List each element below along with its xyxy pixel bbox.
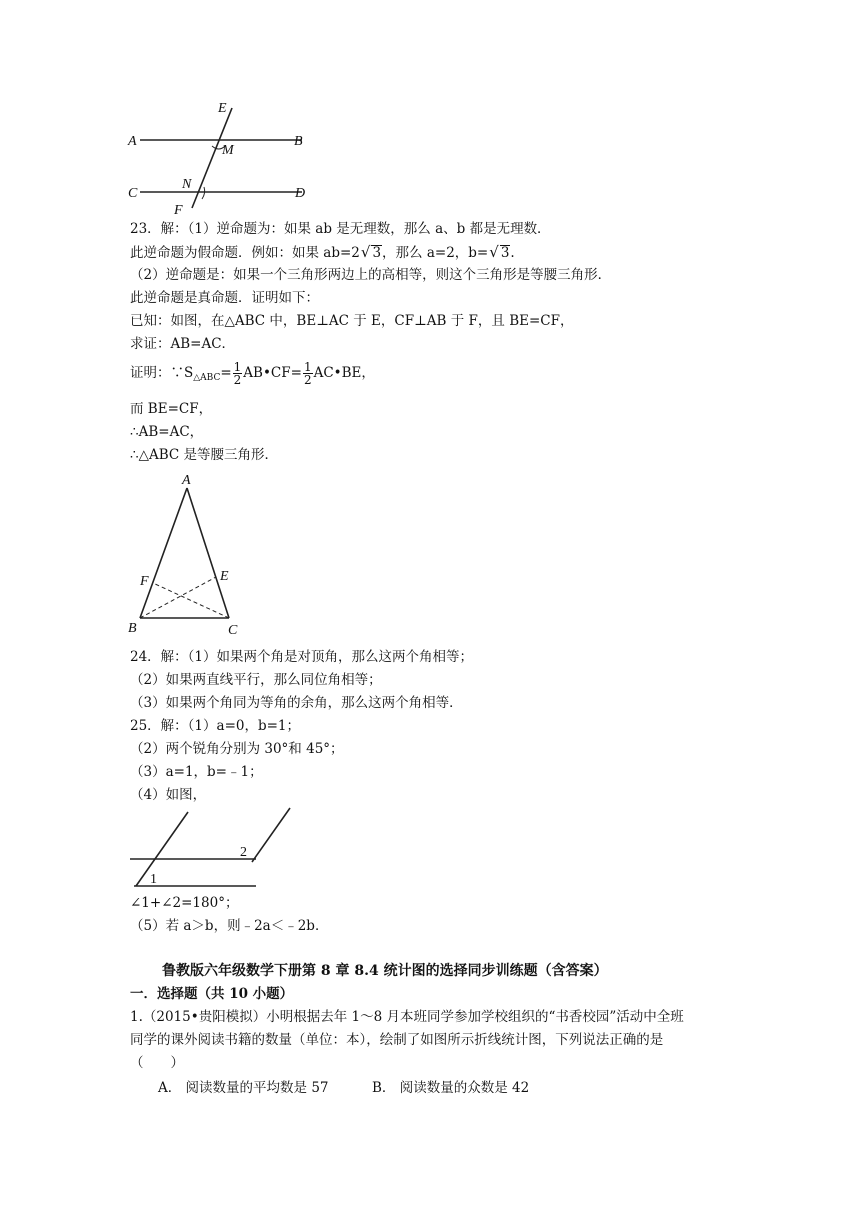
q23-line8: 而 BE=CF， <box>130 401 213 417</box>
section-heading: 一．选择题（共 10 小题） <box>130 986 294 1002</box>
angle-label-1: 1 <box>150 872 157 887</box>
tri-label-c: C <box>228 623 238 638</box>
q24-line3: （3）如果两个角同为等角的余角，那么这两个角相等． <box>130 695 463 711</box>
side-ac <box>187 488 229 618</box>
q1-line1: 1.（2015•贵阳模拟）小明根据去年 1～8 月本班同学参加学校组织的“书香校园”活动中全班 <box>130 1009 684 1025</box>
sqrt-3-a: 3 <box>372 245 382 261</box>
q23-line10: ∴△ABC 是等腰三角形． <box>130 447 279 463</box>
q23-line1: 23．解：（1）逆命题为：如果 ab 是无理数，那么 a、b 都是无理数． <box>130 221 551 237</box>
altitude-be <box>140 577 216 618</box>
q25-line3: （3）a=1，b=﹣1； <box>130 764 263 780</box>
tri-label-f: F <box>140 574 149 589</box>
proof-end: AC•BE， <box>313 365 375 381</box>
angle-label-2: 2 <box>240 845 247 860</box>
q25-line2: （2）两个锐角分别为 30°和 45°； <box>130 741 344 757</box>
angles-figure <box>128 806 298 890</box>
angle-mark-n <box>202 187 205 199</box>
q23-line2: 此逆命题为假命题．例如：如果 ab=2√ 3，那么 a=2，b=√ 3. <box>130 243 515 261</box>
q23-line2-mid: ，那么 a=2，b= <box>382 245 489 261</box>
section-title: 鲁教版六年级数学下册第 8 章 8.4 统计图的选择同步训练题（含答案） <box>162 963 608 979</box>
tri-label-b: B <box>128 621 137 636</box>
q25-line6: （5）若 a＞b，则﹣2a＜﹣2b． <box>130 918 329 934</box>
label-e: E <box>218 101 227 116</box>
option-a: A． 阅读数量的平均数是 57 <box>158 1080 329 1096</box>
proof-mid: AB•CF= <box>243 365 302 381</box>
fraction-half-2: $\frac{1}{2}$ <box>303 360 312 387</box>
label-a: A <box>128 134 137 149</box>
sqrt-3-b: 3 <box>500 245 510 261</box>
left-ray <box>136 812 188 886</box>
tri-label-a: A <box>182 473 191 488</box>
q24-line1: 24．解：（1）如果两个角是对顶角，那么这两个角相等； <box>130 649 474 665</box>
q23-line6: 求证：AB=AC． <box>130 336 236 352</box>
q23-line2-pre: 此逆命题为假命题．例如：如果 ab=2 <box>130 245 360 261</box>
label-c: C <box>128 186 138 201</box>
q23-line2-end: . <box>510 245 515 261</box>
option-b: B． 阅读数量的众数是 42 <box>372 1080 530 1096</box>
altitude-cf <box>153 583 229 618</box>
right-ray <box>252 808 290 862</box>
q25-line5: ∠1+∠2=180°； <box>130 895 239 911</box>
label-n: N <box>182 177 192 192</box>
proof-pre: 证明：∵S <box>130 365 194 381</box>
fraction-half-1: $\frac{1}{2}$ <box>233 360 242 387</box>
q23-line4: 此逆命题是真命题．证明如下： <box>130 290 319 306</box>
q25-line4: （4）如图， <box>130 787 207 803</box>
proof-eq: = <box>220 365 232 381</box>
q23-line9: ∴AB=AC， <box>130 424 204 440</box>
q1-line3: （ ） <box>130 1055 184 1071</box>
parallel-lines-figure <box>126 96 316 218</box>
label-m: M <box>222 143 234 158</box>
q1-line2: 同学的课外阅读书籍的数量（单位：本），绘制了如图所示折线统计图，下列说法正确的是 <box>130 1032 664 1048</box>
q24-line2: （2）如果两直线平行，那么同位角相等； <box>130 672 382 688</box>
tri-label-e: E <box>220 569 229 584</box>
side-ab <box>140 488 187 618</box>
q23-line3: （2）逆命题是：如果一个三角形两边上的高相等，则这个三角形是等腰三角形． <box>130 267 612 283</box>
triangle-figure <box>124 470 254 640</box>
label-f: F <box>174 203 183 218</box>
proof-subscript: △ABC <box>193 373 221 383</box>
label-d: D <box>295 186 306 201</box>
line-ef <box>192 108 232 208</box>
q25-line1: 25．解：（1）a=0，b=1； <box>130 718 301 734</box>
q23-proof-line <box>130 358 375 393</box>
label-b: B <box>294 134 303 149</box>
q23-line5: 已知：如图，在△ABC 中，BE⊥AC 于 E，CF⊥AB 于 F，且 BE=CF， <box>130 313 574 329</box>
